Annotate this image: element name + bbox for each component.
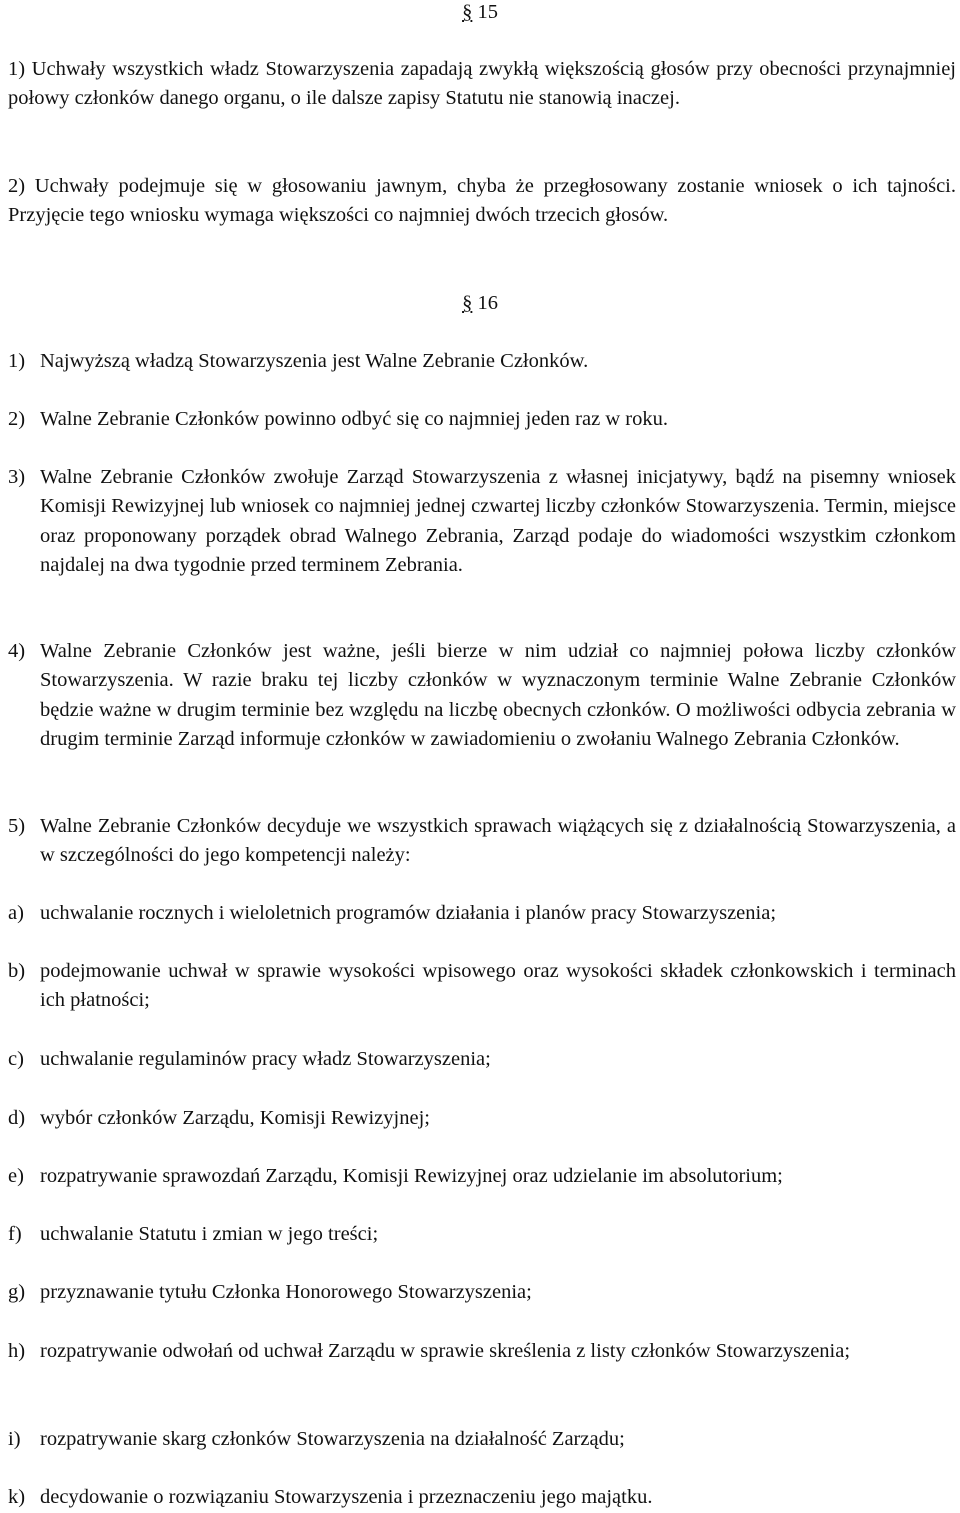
- item-text: Najwyższą władzą Stowarzyszenia jest Walne Zebranie Członków.: [40, 350, 589, 372]
- item-text: Walne Zebranie Członków jest ważne, jeśli bierze w nim udział co najmniej połowa liczby członków Stowarzyszenia. W razie braku tej liczby członków w wyznaczonym terminie Walne Zebranie Członków będzie ważne w drugim terminie bez względu na liczbę obecnych członków. O możliwości odbycia zebrania w drugim terminie Zarząd informuje członków w zawiadomieniu o zwołaniu Walnego Zebrania Członków.: [40, 640, 956, 750]
- section-number: 16: [477, 292, 498, 314]
- item-text: decydowanie o rozwiązaniu Stowarzyszenia i przeznaczeniu jego majątku.: [40, 1486, 653, 1508]
- item-text: wybór członków Zarządu, Komisji Rewizyjnej;: [40, 1107, 430, 1129]
- letter-item: [8, 899, 956, 928]
- item-letter: k): [8, 1486, 26, 1508]
- letter-item: [8, 1337, 956, 1366]
- section-15-paragraph-2: 2) Uchwały podejmuje się w głosowaniu jawnym, chyba że przegłosowany zostanie wniosek o ich tajności. Przyjęcie tego wniosku wymaga większości co najmniej dwóch trzecich głosów.: [8, 175, 956, 227]
- list-item: [8, 347, 956, 376]
- letter-item: [8, 1278, 956, 1307]
- item-number: 5): [8, 815, 26, 837]
- section-number: 15: [477, 1, 498, 23]
- item-text: uchwalanie regulaminów pracy władz Stowarzyszenia;: [40, 1048, 491, 1070]
- item-text: Walne Zebranie Członków decyduje we wszystkich sprawach wiążących się z działalnością Stowarzyszenia, a w szczególności do jego kompetencji należy:: [40, 815, 956, 867]
- item-text: rozpatrywanie odwołań od uchwał Zarządu w sprawie skreślenia z listy członków Stowarzyszenia;: [40, 1340, 851, 1362]
- item-text: uchwalanie Statutu i zmian w jego treści;: [40, 1223, 379, 1245]
- letter-item: [8, 1104, 956, 1133]
- section-sign: §: [462, 292, 473, 314]
- section-15-heading: [0, 0, 960, 27]
- item-text: Walne Zebranie Członków powinno odbyć się co najmniej jeden raz w roku.: [40, 408, 668, 430]
- list-item: [8, 637, 956, 754]
- item-text: uchwalanie rocznych i wieloletnich programów działania i planów pracy Stowarzyszenia;: [40, 902, 777, 924]
- item-letter: f): [8, 1223, 22, 1245]
- item-text: podejmowanie uchwał w sprawie wysokości wpisowego oraz wysokości składek członkowskich i terminach ich płatności;: [40, 960, 956, 1012]
- item-letter: i): [8, 1428, 21, 1450]
- item-letter: h): [8, 1340, 26, 1362]
- item-letter: d): [8, 1107, 26, 1129]
- item-letter: g): [8, 1281, 26, 1303]
- item-number: 1): [8, 350, 26, 372]
- letter-item: [8, 957, 956, 1016]
- letter-item: [8, 1162, 956, 1191]
- item-letter: a): [8, 902, 24, 924]
- item-letter: e): [8, 1165, 24, 1187]
- item-number: 4): [8, 640, 26, 662]
- item-text: rozpatrywanie skarg członków Stowarzyszenia na działalność Zarządu;: [40, 1428, 625, 1450]
- item-letter: b): [8, 960, 26, 982]
- letter-item: [8, 1483, 956, 1512]
- item-number: 3): [8, 466, 26, 488]
- letter-item: [8, 1045, 956, 1074]
- list-item: [8, 463, 956, 580]
- item-number: 2): [8, 408, 26, 430]
- letter-item: [8, 1425, 956, 1454]
- list-item: [8, 812, 956, 871]
- item-text: przyznawanie tytułu Członka Honorowego Stowarzyszenia;: [40, 1281, 532, 1303]
- item-letter: c): [8, 1048, 24, 1070]
- section-16-heading: [0, 289, 960, 318]
- section-sign: §: [462, 1, 473, 23]
- item-text: Walne Zebranie Członków zwołuje Zarząd Stowarzyszenia z własnej inicjatywy, bądź na pisemny wniosek Komisji Rewizyjnej lub wniosek co najmniej jednej czwartej liczby członków Stowarzyszenia. Termin, miejsce oraz proponowany porządek obrad Walnego Zebrania, Zarząd podaje do wiadomości wszystkim członkom najdalej na dwa tygodnie przed terminem Zebrania.: [40, 466, 956, 576]
- item-text: rozpatrywanie sprawozdań Zarządu, Komisji Rewizyjnej oraz udzielanie im absolutorium;: [40, 1165, 783, 1187]
- list-item: [8, 405, 956, 434]
- letter-item: [8, 1220, 956, 1249]
- section-15-paragraph-1: 1) Uchwały wszystkich władz Stowarzyszenia zapadają zwykłą większością głosów przy obecności przynajmniej połowy członków danego organu, o ile dalsze zapisy Statutu nie stanowią inaczej.: [8, 58, 956, 110]
